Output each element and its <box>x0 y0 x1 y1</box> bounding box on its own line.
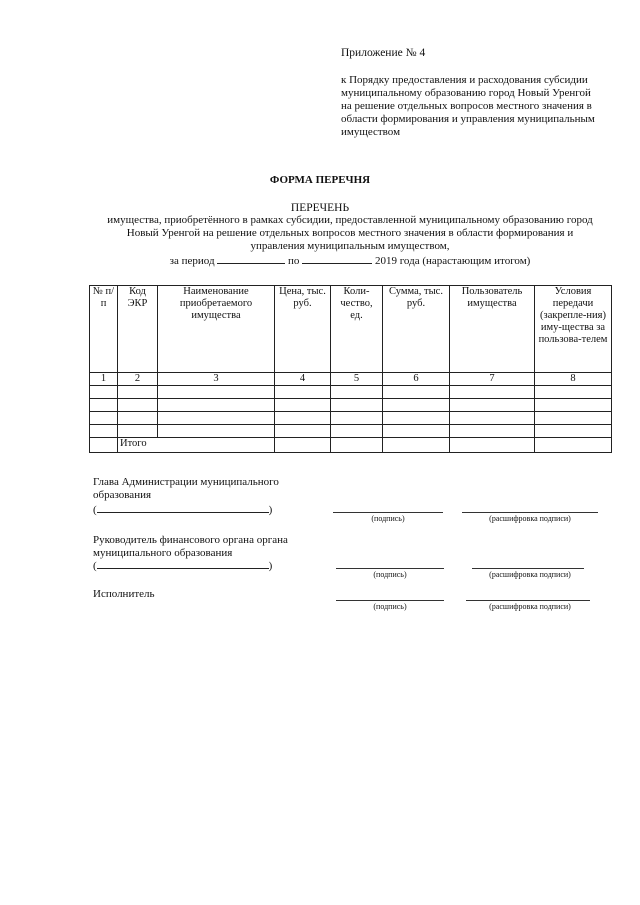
period-to-label: по <box>288 255 300 267</box>
total-label: Итого <box>118 438 275 453</box>
table-header-row <box>90 286 612 373</box>
signature-caption: (подпись) <box>373 602 407 611</box>
table-cell[interactable] <box>331 425 383 438</box>
table-cell[interactable] <box>90 412 118 425</box>
table-cell <box>450 438 535 453</box>
table-cell[interactable] <box>118 425 158 438</box>
table-cell[interactable] <box>450 412 535 425</box>
form-heading: ФОРМА ПЕРЕЧНЯ <box>269 174 371 186</box>
table-cell <box>90 438 118 453</box>
signature-caption: (подпись) <box>371 514 405 523</box>
table-cell[interactable] <box>535 386 612 399</box>
property-table <box>89 285 612 453</box>
table-cell[interactable] <box>118 412 158 425</box>
column-number: 5 <box>331 373 383 386</box>
column-number: 6 <box>383 373 450 386</box>
signature-line[interactable] <box>333 512 443 513</box>
table-cell[interactable] <box>383 386 450 399</box>
table-cell[interactable] <box>158 412 275 425</box>
table-cell[interactable] <box>383 399 450 412</box>
table-row <box>90 412 612 425</box>
table-cell <box>275 438 331 453</box>
name-decoding-line[interactable] <box>466 600 590 601</box>
appendix-text: к Порядку предоставления и расходования субсидии муниципальному образованию город Новый Уренгой на решение отдельных вопросов местного значения в области формирования и управления муниципальным имуществом <box>341 74 595 138</box>
total-sum-cell[interactable] <box>383 438 450 453</box>
table-cell[interactable] <box>450 425 535 438</box>
period-from-field[interactable] <box>217 253 285 264</box>
column-number: 8 <box>535 373 612 386</box>
table-row <box>90 386 612 399</box>
table-cell[interactable] <box>383 412 450 425</box>
name-decoding-caption: (расшифровка подписи) <box>489 514 571 523</box>
table-cell[interactable] <box>158 425 275 438</box>
table-cell[interactable] <box>535 399 612 412</box>
column-header: Код ЭКР <box>118 286 158 373</box>
name-decoding-caption: (расшифровка подписи) <box>489 570 571 579</box>
list-title: ПЕРЕЧЕНЬ <box>290 202 350 214</box>
table-cell[interactable] <box>90 425 118 438</box>
column-header: Сумма, тыс. руб. <box>383 286 450 373</box>
table-cell[interactable] <box>158 386 275 399</box>
table-cell[interactable] <box>450 386 535 399</box>
table-cell[interactable] <box>535 425 612 438</box>
column-number: 3 <box>158 373 275 386</box>
column-header: Коли-чество, ед. <box>331 286 383 373</box>
table-cell[interactable] <box>275 412 331 425</box>
column-number: 4 <box>275 373 331 386</box>
period-suffix: 2019 года (нарастающим итогом) <box>374 255 531 267</box>
table-cell[interactable] <box>118 386 158 399</box>
name-decoding-caption: (расшифровка подписи) <box>489 602 571 611</box>
table-cell[interactable] <box>158 399 275 412</box>
list-description <box>100 214 600 268</box>
column-header: Условия передачи (закрепле-ния) иму-щества за пользова-телем <box>535 286 612 373</box>
signer-name-field-head[interactable]: ( ) <box>93 504 273 516</box>
signature-line[interactable] <box>336 568 444 569</box>
period-to-field[interactable] <box>302 253 372 264</box>
table-cell[interactable] <box>331 412 383 425</box>
table-cell[interactable] <box>450 399 535 412</box>
table-cell[interactable] <box>90 399 118 412</box>
table-cell <box>535 438 612 453</box>
signature-caption: (подпись) <box>373 570 407 579</box>
period-line <box>170 255 531 267</box>
table-cell[interactable] <box>331 399 383 412</box>
table-cell <box>331 438 383 453</box>
period-label: за период <box>169 255 215 267</box>
signer-title-finance: Руководитель финансового органа органа муниципального образования <box>93 534 288 559</box>
table-cell[interactable] <box>383 425 450 438</box>
table-cell[interactable] <box>118 399 158 412</box>
column-header: № п/п <box>90 286 118 373</box>
total-row <box>90 438 612 453</box>
column-number: 7 <box>450 373 535 386</box>
table-cell[interactable] <box>535 412 612 425</box>
signer-title-executor: Исполнитель <box>93 588 155 600</box>
table-cell[interactable] <box>331 386 383 399</box>
column-number: 2 <box>118 373 158 386</box>
column-header: Наименование приобретаемого имущества <box>158 286 275 373</box>
signer-name-field-finance[interactable]: ( ) <box>93 560 273 572</box>
name-decoding-line[interactable] <box>472 568 584 569</box>
signature-line[interactable] <box>336 600 444 601</box>
description-text: имущества, приобретённого в рамках субсидии, предоставленной муниципальному образованию город Новый Уренгой на решение отдельных вопросов местного значения в области формирования и управления муниципальным имуществом, <box>107 214 593 252</box>
column-header: Цена, тыс. руб. <box>275 286 331 373</box>
column-number-row <box>90 373 612 386</box>
appendix-title: Приложение № 4 <box>341 47 426 59</box>
signer-title-head: Глава Администрации муниципального образования <box>93 476 279 501</box>
name-decoding-line[interactable] <box>462 512 598 513</box>
table-cell[interactable] <box>275 425 331 438</box>
table-cell[interactable] <box>275 386 331 399</box>
table-cell[interactable] <box>275 399 331 412</box>
table-row <box>90 425 612 438</box>
table-cell[interactable] <box>90 386 118 399</box>
column-number: 1 <box>90 373 118 386</box>
table-row <box>90 399 612 412</box>
column-header: Пользователь имущества <box>450 286 535 373</box>
